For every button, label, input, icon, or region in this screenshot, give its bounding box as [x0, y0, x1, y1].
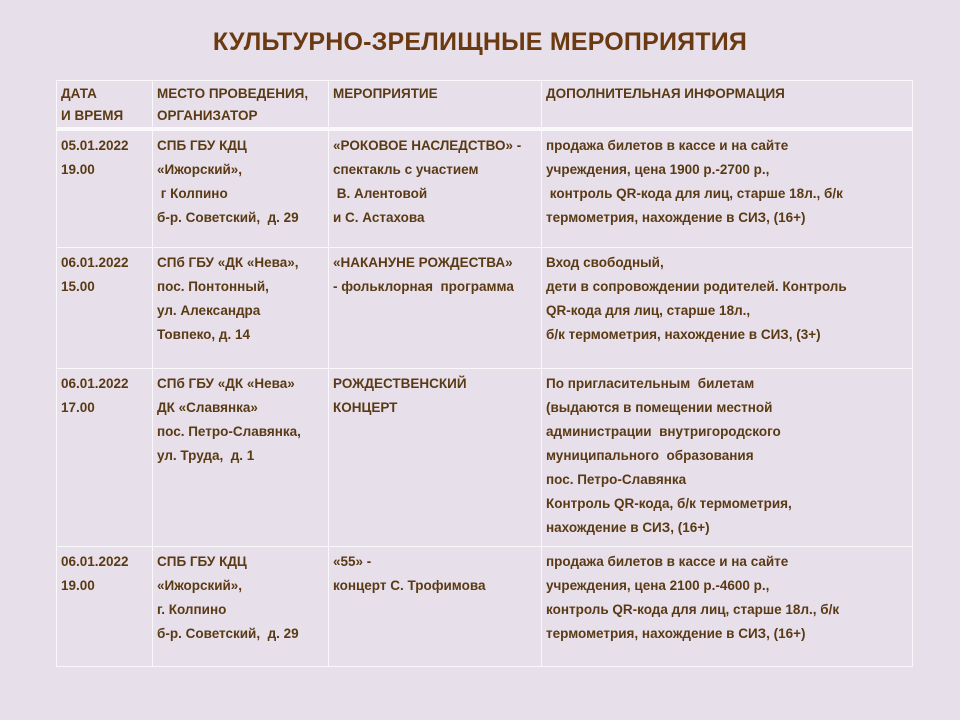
- cell-info: [542, 546, 913, 666]
- cell-line: СПБ ГБУ КДЦ: [157, 553, 247, 569]
- cell-line: и С. Астахова: [333, 210, 425, 225]
- cell-line: 06.01.2022: [61, 553, 129, 569]
- cell-date-time: [57, 368, 153, 546]
- table-row: [57, 129, 913, 247]
- cell-line: СПб ГБУ «ДК «Нева»: [157, 375, 295, 391]
- page-title: КУЛЬТУРНО-ЗРЕЛИЩНЫЕ МЕРОПРИЯТИЯ: [212, 28, 748, 56]
- cell-info: [542, 129, 913, 247]
- header-additional-info: [542, 81, 913, 130]
- cell-line: «Ижорский»,: [157, 162, 243, 177]
- cell-line: «НАКАНУНЕ РОЖДЕСТВА»: [333, 254, 513, 270]
- cell-venue: [153, 368, 329, 546]
- cell-venue: [153, 129, 329, 247]
- cell-line: пос. Понтонный,: [157, 278, 269, 294]
- cell-venue: [153, 546, 329, 666]
- cell-line: СПБ ГБУ КДЦ: [157, 138, 247, 153]
- cell-line: 19.00: [61, 162, 95, 177]
- cell-line: По пригласительным билетам: [546, 375, 755, 391]
- cell-line: 19.00: [61, 577, 95, 593]
- cell-line: ул. Труда, д. 1: [157, 447, 255, 463]
- cell-line: г. Колпино: [157, 601, 227, 617]
- cell-line: РОЖДЕСТВЕНСКИЙ: [333, 375, 467, 391]
- cell-line: (выдаются в помещении местной: [546, 399, 773, 415]
- cell-line: термометрия, нахождение в СИЗ, (16+): [546, 210, 806, 225]
- cell-line: QR-кода для лиц, старше 18л.,: [546, 302, 751, 318]
- cell-info: [542, 247, 913, 368]
- cell-line: муниципального образования: [546, 447, 754, 463]
- table-row: [57, 546, 913, 666]
- cell-line: спектакль с участием: [333, 162, 479, 177]
- header-line: И ВРЕМЯ: [61, 108, 124, 123]
- cell-line: пос. Петро-Славянка,: [157, 423, 301, 439]
- header-line: ДАТА: [61, 86, 97, 101]
- cell-line: ул. Александра: [157, 302, 261, 318]
- cell-line: б-р. Советский, д. 29: [157, 625, 299, 641]
- cell-line: ДК «Славянка»: [157, 399, 258, 415]
- cell-line: учреждения, цена 2100 р.-4600 р.,: [546, 577, 770, 593]
- cell-line: КОНЦЕРТ: [333, 399, 398, 415]
- cell-line: б/к термометрия, нахождение в СИЗ, (3+): [546, 326, 821, 342]
- cell-line: СПб ГБУ «ДК «Нева»,: [157, 254, 299, 270]
- cell-line: Контроль QR-кода, б/к термометрия,: [546, 495, 792, 511]
- header-event: [329, 81, 542, 130]
- cell-line: учреждения, цена 1900 р.-2700 р.,: [546, 162, 770, 177]
- cell-line: контроль QR-кода для лиц, старше 18л., б/к: [546, 186, 843, 201]
- header-venue-organizer: [153, 81, 329, 130]
- cell-line: «Ижорский»,: [157, 577, 243, 593]
- cell-date-time: [57, 247, 153, 368]
- cell-line: 15.00: [61, 278, 95, 294]
- table-header-row: [57, 81, 913, 130]
- cell-event: [329, 129, 542, 247]
- header-line: МЕСТО ПРОВЕДЕНИЯ,: [157, 86, 309, 101]
- table-row: [57, 368, 913, 546]
- cell-line: 06.01.2022: [61, 375, 129, 391]
- cell-line: В. Алентовой: [333, 186, 428, 201]
- header-date-time: [57, 81, 153, 130]
- events-table: [56, 80, 913, 667]
- cell-line: Вход свободный,: [546, 254, 664, 270]
- cell-line: нахождение в СИЗ, (16+): [546, 519, 710, 535]
- cell-line: 05.01.2022: [61, 138, 129, 153]
- cell-line: дети в сопровождении родителей. Контроль: [546, 278, 847, 294]
- cell-line: концерт С. Трофимова: [333, 577, 486, 593]
- cell-line: г Колпино: [157, 186, 228, 201]
- cell-date-time: [57, 546, 153, 666]
- cell-line: Товпеко, д. 14: [157, 326, 251, 342]
- cell-line: контроль QR-кода для лиц, старше 18л., б/к: [546, 601, 840, 617]
- cell-line: продажа билетов в кассе и на сайте: [546, 138, 789, 153]
- cell-event: [329, 247, 542, 368]
- cell-line: «РОКОВОЕ НАСЛЕДСТВО» -: [333, 138, 522, 153]
- cell-line: «55» -: [333, 553, 372, 569]
- cell-venue: [153, 247, 329, 368]
- cell-line: 06.01.2022: [61, 254, 129, 270]
- cell-line: 17.00: [61, 399, 95, 415]
- cell-line: пос. Петро-Славянка: [546, 471, 687, 487]
- cell-line: продажа билетов в кассе и на сайте: [546, 553, 789, 569]
- cell-event: [329, 546, 542, 666]
- cell-line: б-р. Советский, д. 29: [157, 210, 299, 225]
- cell-line: администрации внутригородского: [546, 423, 781, 439]
- cell-line: - фольклорная программа: [333, 278, 514, 294]
- cell-date-time: [57, 129, 153, 247]
- cell-line: термометрия, нахождение в СИЗ, (16+): [546, 625, 806, 641]
- header-line: МЕРОПРИЯТИЕ: [333, 86, 438, 101]
- cell-event: [329, 368, 542, 546]
- table-row: [57, 247, 913, 368]
- header-line: ДОПОЛНИТЕЛЬНАЯ ИНФОРМАЦИЯ: [546, 86, 785, 101]
- cell-info: [542, 368, 913, 546]
- header-line: ОРГАНИЗАТОР: [157, 108, 258, 123]
